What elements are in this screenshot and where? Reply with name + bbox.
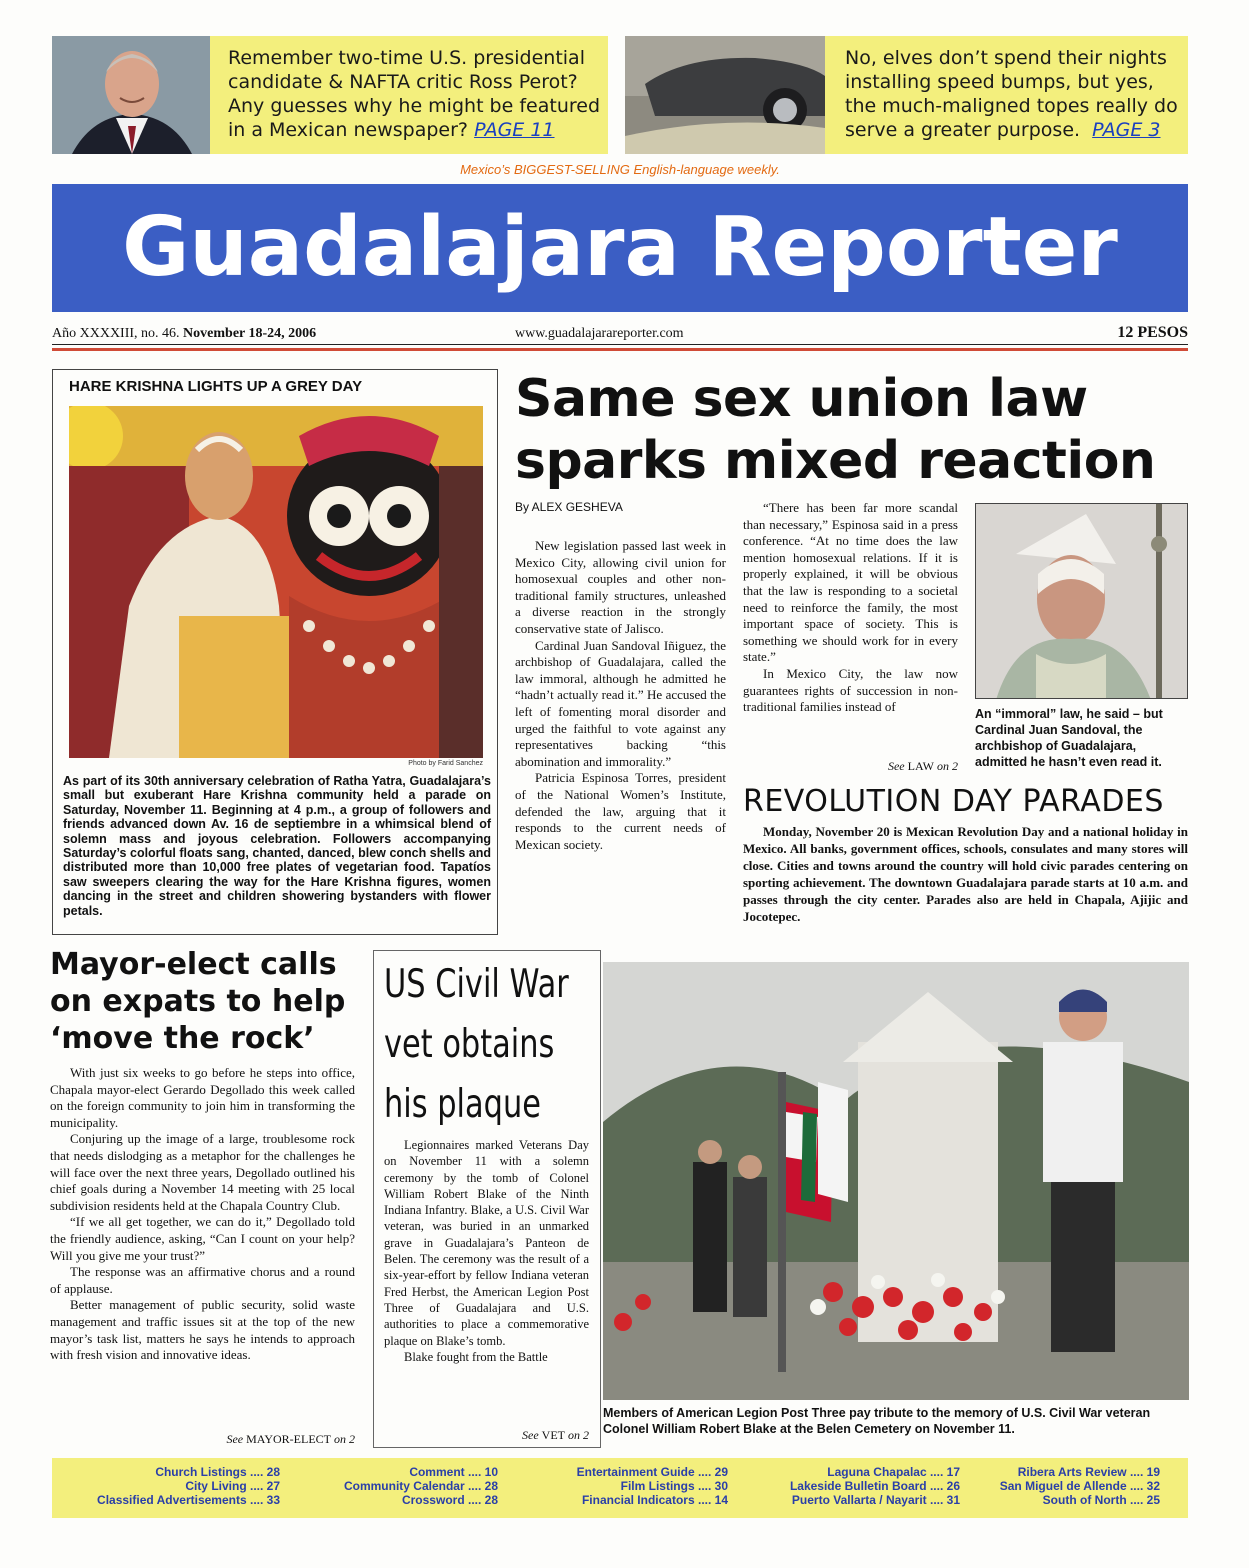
masthead: Guadalajara Reporter xyxy=(52,184,1188,312)
krishna-photo-credit: Photo by Farid Sanchez xyxy=(408,760,483,767)
index-column-3 xyxy=(530,1465,728,1507)
index-link[interactable]: Laguna Chapalac .... 17 xyxy=(827,1465,960,1479)
tagline: Mexico’s BIGGEST-SELLING English-language weekly. xyxy=(460,162,780,177)
teaser-topes-link[interactable]: PAGE 3 xyxy=(1092,119,1161,141)
index-link[interactable]: South of North .... 25 xyxy=(1042,1493,1160,1507)
index-link[interactable]: Entertainment Guide .... 29 xyxy=(576,1465,728,1479)
vet-jump-link[interactable]: See VET on 2 xyxy=(522,1428,589,1442)
cardinal-caption: An “immoral” law, he said – but Cardinal Juan Sandoval, the archbishop of Guadalajara, admitted he hasn’t even read it. xyxy=(975,707,1163,769)
lead-jump-link[interactable]: See LAW on 2 xyxy=(887,759,958,773)
krishna-caption: As part of its 30th anniversary celebration of Ratha Yatra, Guadalajara’s small but exuberant Hare Krishna community held a parade on Saturday, November 11. Beginning at 4 p.m., a group of followers and friends advanced down Av. 16 de septiembre in a whimsical blend of solemn mass and joyous celebration. Followers accompanying Saturday’s colorful floats sang, chanted, danced, blew conch shells and distributed more than 10,000 free plates of vegetarian food. Tapatíos saw sweepers clearing the way for the Hare Krishna figures, women dancing in the street and children showering bystanders with flower petals. xyxy=(63,774,491,918)
index-column-5 xyxy=(970,1465,1160,1507)
mayor-body: With just six weeks to go before he steps into office, Chapala mayor-elect Gerardo Degollado this week called on the foreign community to join him in transforming the municipality. Conjuring up the image of a large, troublesome rock that needs dislodging as a metaphor for the challenges he will face over the next three years, Degollado outlined his chief goals during a November 14 meeting with 25 local subdivision residents held at the Chapala Country Club. “If we all get together, we can do it,” Degollado told the friendly audience, asking, “Can I count on your help? Will you give me your trust?” The response was an affirmative chorus and a round of applause. Better management of public security, solid waste management and traffic issues sit at the top of the new mayor’s task list, matters he says he intends to approach with fresh vision and innovative ideas. xyxy=(50,1065,355,1363)
index-link[interactable]: Film Listings .... 30 xyxy=(620,1479,728,1493)
revolution-body: Monday, November 20 is Mexican Revolution Day and a national holiday in Mexico. All banks, government offices, schools, consulates and many stores will close. Cities and towns around the country will hold civic parades centering on sporting achievement. The downtown Guadalajara parade starts at 10 a.m. and passes through the city center. Parades also are held in Chapala, Ajijic and Jocotepec. xyxy=(743,824,1188,924)
perot-photo xyxy=(52,36,210,154)
vet-ceremony-photo xyxy=(603,962,1189,1400)
revolution-headline: REVOLUTION DAY PARADES xyxy=(743,784,1164,819)
index-link[interactable]: Community Calendar .... 28 xyxy=(343,1479,498,1493)
teaser-topes[interactable] xyxy=(625,36,1188,154)
vet-headline: US Civil War vet obtains his plaque xyxy=(384,962,569,1127)
topes-photo xyxy=(625,36,825,154)
krishna-box xyxy=(52,369,498,935)
index-column-2 xyxy=(300,1465,498,1507)
lead-column-2: “There has been far more scandal than necessary,” Espinosa said in a press conference. “At no time does the law mention homosexual relations. If it is properly explained, it will be obvious that the law is responding to a societal need to reinforce the family, the most important space of society. This is something we should work for in every state.” In Mexico City, the law now guarantees rights of succession in non-traditional families instead of xyxy=(743,500,958,715)
index-column-4 xyxy=(755,1465,960,1507)
index-link[interactable]: Crossword .... 28 xyxy=(401,1493,498,1507)
krishna-photo xyxy=(69,406,483,758)
index-link[interactable]: Lakeside Bulletin Board .... 26 xyxy=(789,1479,960,1493)
index-link[interactable]: San Miguel de Allende .... 32 xyxy=(999,1479,1160,1493)
index-link[interactable]: Financial Indicators .... 14 xyxy=(581,1493,728,1507)
teaser-perot[interactable] xyxy=(52,36,608,154)
teaser-perot-text: Remember two-time U.S. presidential candidate & NAFTA critic Ross Perot? Any guesses why he might be featured in a Mexican newspaper? PAGE 11 xyxy=(228,47,601,141)
mayor-headline: Mayor-elect calls on expats to help ‘move the rock’ xyxy=(50,947,346,1056)
cardinal-photo xyxy=(975,503,1188,699)
mayor-jump-link[interactable]: See MAYOR-ELECT on 2 xyxy=(226,1432,355,1446)
index-link[interactable]: Ribera Arts Review .... 19 xyxy=(1017,1465,1160,1479)
teaser-perot-link[interactable]: PAGE 11 xyxy=(474,119,555,141)
index-column-1 xyxy=(52,1465,280,1507)
index-link[interactable]: Classified Advertisements .... 33 xyxy=(97,1493,280,1507)
price: 12 PESOS xyxy=(1117,324,1188,341)
website-url: www.guadalajarareporter.com xyxy=(515,326,684,341)
lead-headline: Same sex union law sparks mixed reaction xyxy=(515,369,1156,491)
index-link[interactable]: Comment .... 10 xyxy=(409,1465,498,1479)
teaser-topes-text: No, elves don’t spend their nights installing speed bumps, but yes, the much-maligned topes really do serve a greater purpose. PAGE 3 xyxy=(845,47,1178,141)
lead-column-1: New legislation passed last week in Mexico City, allowing civil union for homosexual couples and other non-traditional family structures, unleashed a diverse reaction in the strongly conservative state of Jalisco. Cardinal Juan Sandoval Iñiguez, the archbishop of Guadalajara, called the law immoral, although he admitted he “hadn’t actually read it.” He accused the left of fomenting moral disorder and urged the faithful to vote against any representatives backing “this abomination and immorality.” Patricia Espinosa Torres, president of the National Women’s Institute, defended the law, arguing that it responds to the current needs of Mexican society. xyxy=(515,538,726,852)
vet-body: Legionnaires marked Veterans Day on November 11 with a solemn ceremony by the tomb of Colonel William Robert Blake of the Ninth Indiana Infantry. Blake, a U.S. Civil War veteran, was buried in an unmarked grave in Guadalajara’s Panteon de Belen. The ceremony was the result of a six-year-effort by fellow Indiana veteran Fred Herbst, the American Legion Post Three of Guadalajara and U.S. authorities to place a commemorative plaque on Blake’s tomb. Blake fought from the Battle xyxy=(384,1138,589,1364)
index-link[interactable]: Church Listings .... 28 xyxy=(155,1465,280,1479)
index-link[interactable]: City Living .... 27 xyxy=(185,1479,280,1493)
dateline-issue: Año XXXXIII, no. 46. November 18-24, 2006 xyxy=(52,326,317,341)
dateline-rule xyxy=(52,344,1188,345)
lead-byline: By ALEX GESHEVA xyxy=(515,500,623,514)
dateline-red-rule xyxy=(52,348,1188,351)
index-link[interactable]: Puerto Vallarta / Nayarit .... 31 xyxy=(791,1493,960,1507)
krishna-kicker: HARE KRISHNA LIGHTS UP A GREY DAY xyxy=(69,378,363,395)
vet-photo-caption: Members of American Legion Post Three pay tribute to the memory of U.S. Civil War veteran Colonel William Robert Blake at the Belen Cemetery on November 11. xyxy=(603,1406,1151,1436)
